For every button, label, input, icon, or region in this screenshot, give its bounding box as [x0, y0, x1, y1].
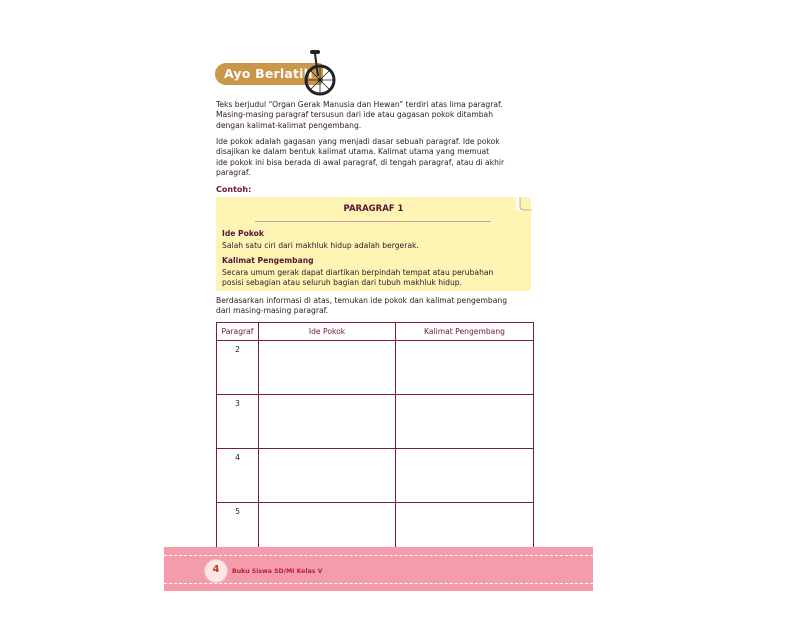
ide-pokok-answer-cell[interactable] — [259, 449, 396, 503]
ide-pokok-answer-cell[interactable] — [259, 395, 396, 449]
text-line: Berdasarkan informasi di atas, temukan ide pokok dan kalimat pengembang — [216, 296, 508, 305]
page-footer — [164, 547, 593, 591]
section-heading: Ayo Berlatih — [224, 66, 313, 81]
column-header-kalimat-pengembang: Kalimat Pengembang — [396, 323, 534, 341]
row-number: 2 — [217, 341, 259, 395]
column-header-ide-pokok: Ide Pokok — [259, 323, 396, 341]
kalimat-pengembang-answer-cell[interactable] — [396, 341, 534, 395]
kalimat-pengembang-answer-cell[interactable] — [396, 395, 534, 449]
text-line: dari masing-masing paragraf. — [216, 306, 329, 316]
text-line: paragraf. — [216, 168, 251, 178]
kalimat-pengembang-text — [222, 268, 526, 289]
ide-pokok-text: Salah satu ciri dari makhluk hidup adalah bergerak. — [222, 241, 419, 250]
instruction-paragraph — [216, 296, 532, 317]
ide-pokok-answer-cell[interactable] — [259, 341, 396, 395]
table-row — [217, 449, 534, 503]
text-line: Masing-masing paragraf tersusun dari ide atau gagasan pokok ditambah — [216, 110, 494, 120]
example-divider — [255, 221, 491, 222]
row-number: 3 — [217, 395, 259, 449]
text-line: posisi sebagian atau seluruh bagian dari tubuh makhluk hidup. — [222, 278, 462, 288]
table-row — [217, 395, 534, 449]
kalimat-pengembang-heading: Kalimat Pengembang — [222, 256, 314, 265]
ide-pokok-heading: Ide Pokok — [222, 229, 264, 238]
column-header-paragraf: Paragraf — [217, 323, 259, 341]
row-number: 5 — [217, 503, 259, 557]
text-line: ide pokok ini bisa berada di awal paragraf, di tengah paragraf, atau di akhir — [216, 157, 505, 167]
example-title: PARAGRAF 1 — [343, 204, 404, 214]
book-title: Buku Siswa SD/MI Kelas V — [232, 568, 323, 575]
example-label: Contoh: — [216, 185, 252, 194]
table-row — [217, 341, 534, 395]
footer-dashed-line — [164, 583, 593, 584]
unicycle-icon — [300, 48, 338, 96]
text-line: Secara umum gerak dapat diartikan berpindah tempat atau perubahan — [222, 268, 494, 277]
text-line: dengan kalimat-kalimat pengembang. — [216, 120, 362, 130]
text-line: disajikan ke dalam bentuk kalimat utama. Kalimat utama yang memuat — [216, 147, 490, 157]
answer-table — [216, 322, 534, 557]
text-line: Teks berjudul “Organ Gerak Manusia dan Hewan” terdiri atas lima paragraf. — [216, 100, 503, 109]
row-number: 4 — [217, 449, 259, 503]
footer-dashed-line — [164, 555, 593, 556]
kalimat-pengembang-answer-cell[interactable] — [396, 449, 534, 503]
text-line: Ide pokok adalah gagasan yang menjadi dasar sebuah paragraf. Ide pokok — [216, 137, 500, 146]
intro-paragraph-1 — [216, 100, 532, 131]
page-number: 4 — [212, 564, 220, 575]
table-header-row — [217, 323, 534, 341]
intro-paragraph-2 — [216, 137, 532, 179]
